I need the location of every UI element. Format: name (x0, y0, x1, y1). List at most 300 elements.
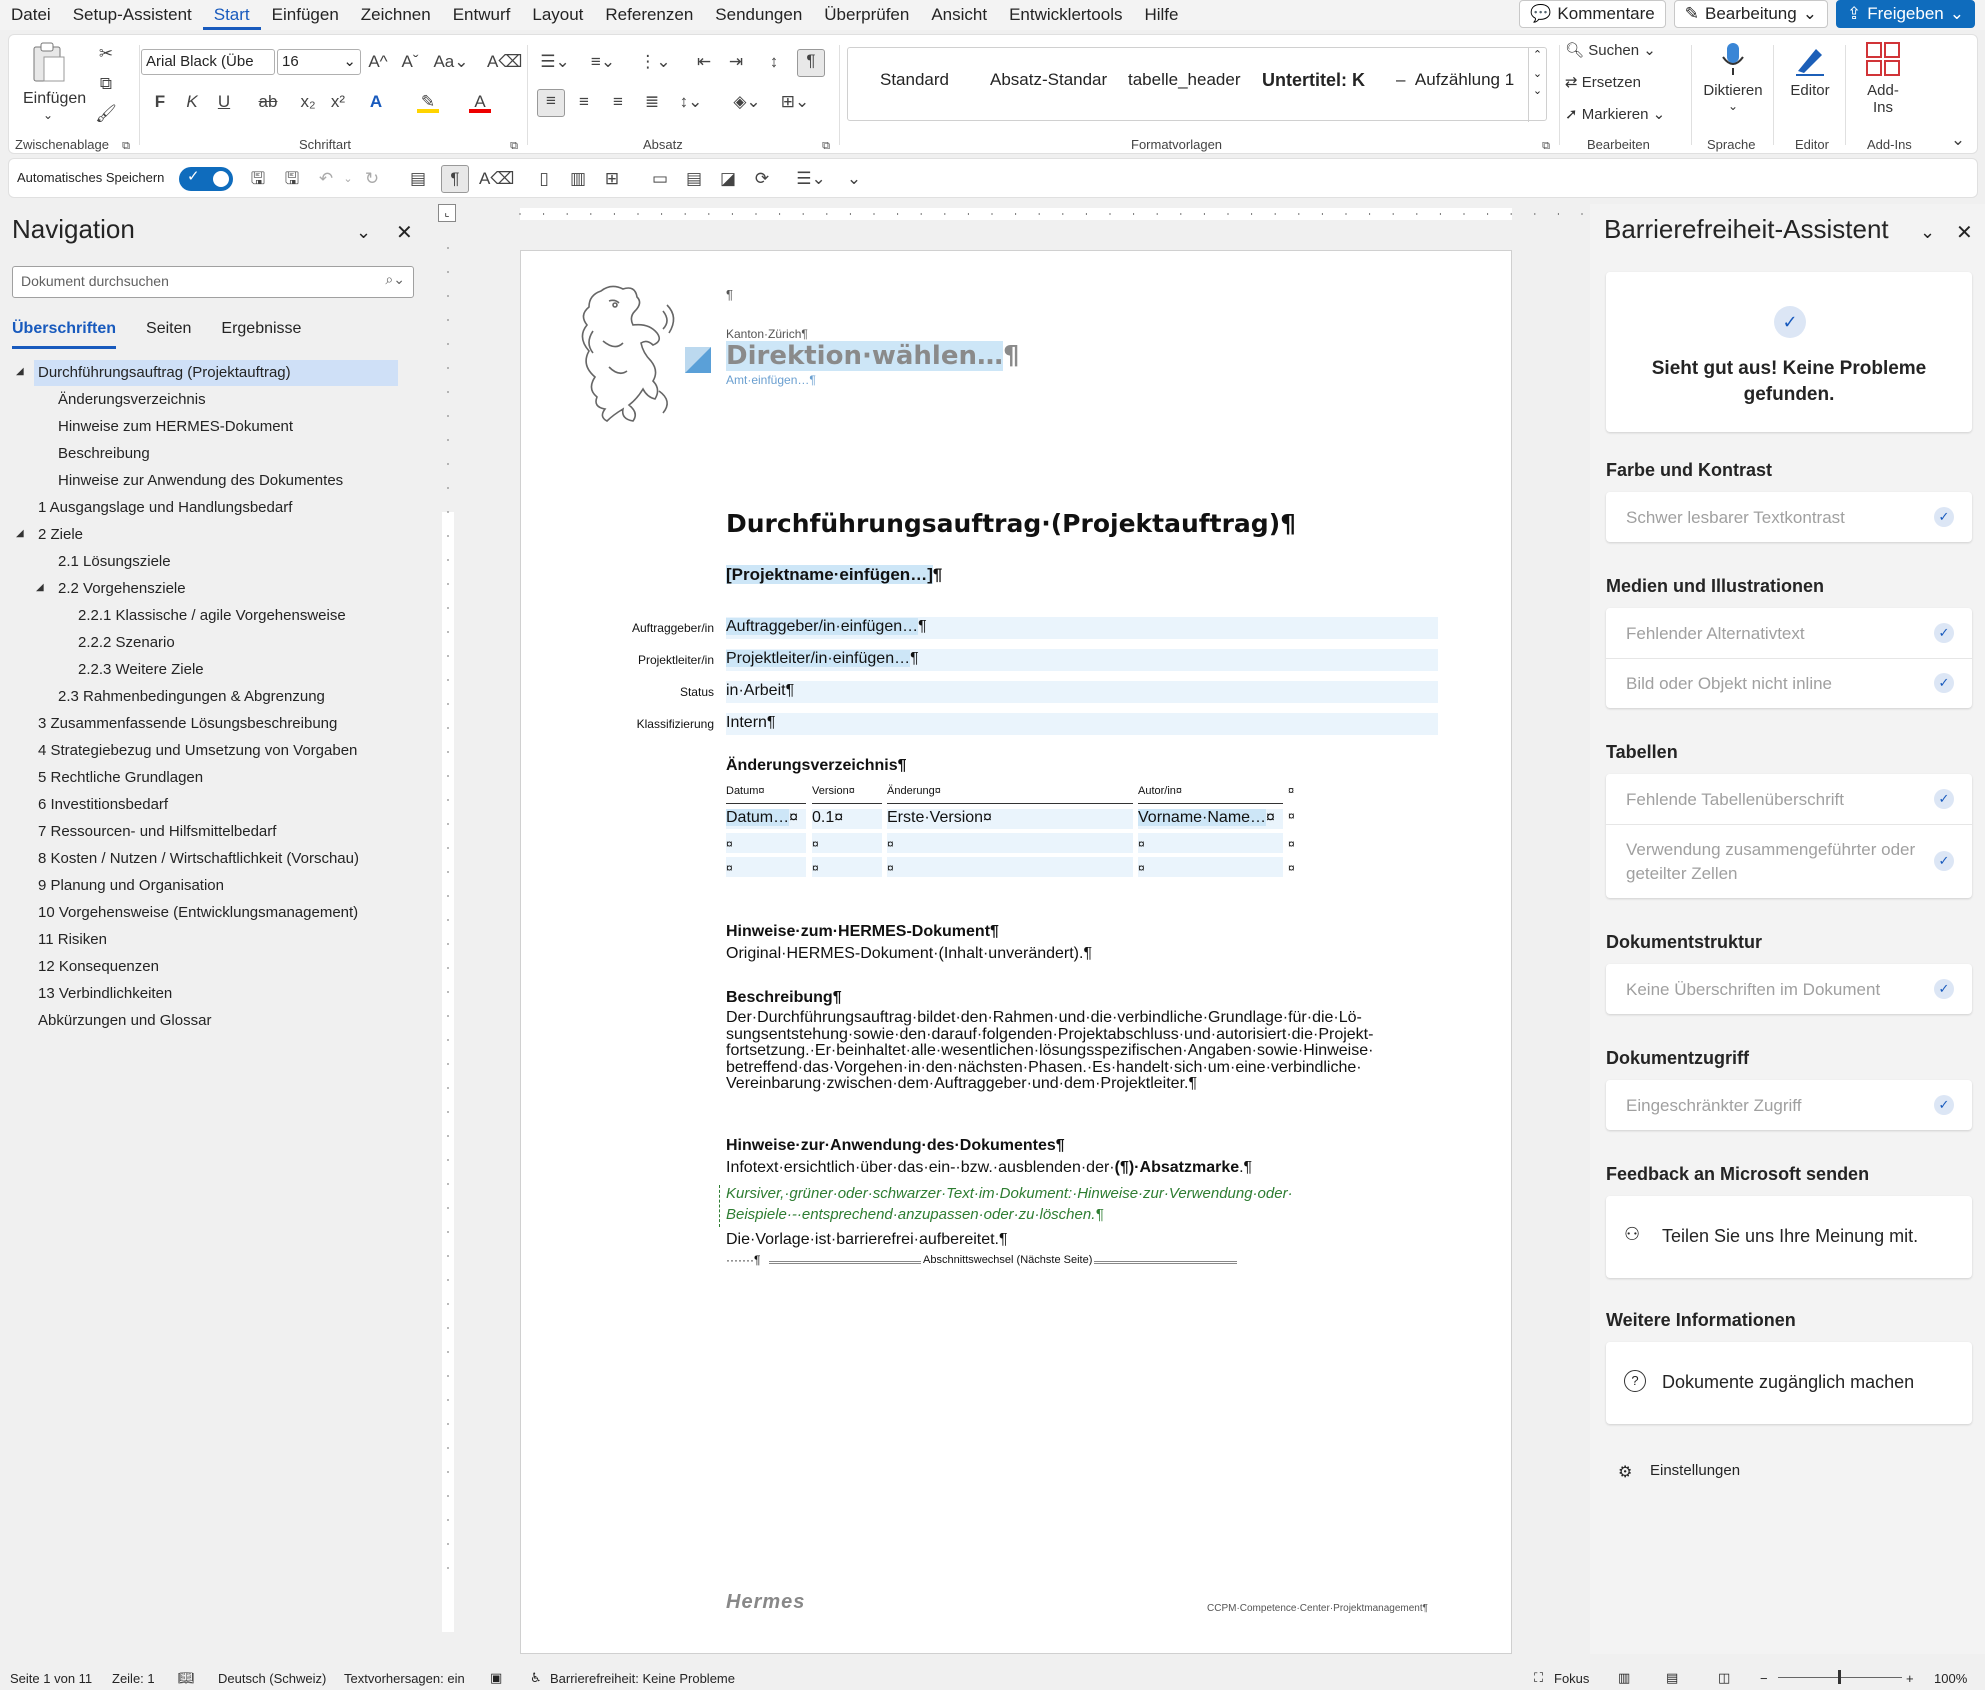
field-value[interactable] (726, 682, 794, 700)
nav-heading-item[interactable]: 6 Investitionsbedarf (38, 796, 169, 813)
tab-selector[interactable]: ⌞ (438, 204, 456, 222)
font-color-icon[interactable]: A (469, 91, 491, 113)
replace-icon: ⇄ (1565, 74, 1578, 91)
paste-button[interactable] (23, 41, 87, 122)
form-icon[interactable]: ▤ (685, 169, 703, 188)
table-header-cell: Autor/in¤ (1138, 785, 1183, 797)
menu-item[interactable]: Zeichnen (360, 5, 431, 24)
navigation-pane (0, 204, 432, 1654)
nav-heading-item[interactable]: 2.2 Vorgehensziele (58, 580, 186, 597)
accessibility-icon[interactable]: ♿︎ (530, 1670, 542, 1685)
usage-text-part: Infotext·ersichtlich·über·das·ein-·bzw.·ausblenden·der· (726, 1159, 1115, 1176)
quick-access-toolbar (8, 158, 1978, 198)
nav-heading-item[interactable]: 9 Planung und Organisation (38, 877, 224, 894)
table-cell-text: ¤ (1288, 809, 1295, 823)
change-case-icon[interactable]: Aa⌄ (433, 52, 469, 71)
divider (1606, 658, 1972, 659)
field-value-text: Intern¶ (726, 714, 776, 731)
collapse-triangle-icon[interactable]: ◢ (36, 582, 44, 593)
accessibility-check-card (1606, 608, 1972, 708)
share-icon: ⇪ (1846, 4, 1862, 23)
zoom-level[interactable]: 100% (1934, 1670, 1968, 1686)
clear-format-icon[interactable]: A⌫ (479, 169, 515, 188)
nav-heading-item[interactable]: 7 Ressourcen- und Hilfsmittelbedarf (38, 823, 277, 840)
list-icon[interactable]: ☰⌄ (796, 169, 826, 188)
editing-group-label: Bearbeiten (1587, 137, 1650, 152)
refresh-icon[interactable]: ⟳ (754, 169, 770, 188)
menu-item[interactable]: Sendungen (715, 5, 803, 24)
nav-heading-item[interactable]: 8 Kosten / Nutzen / Wirtschaftlichkeit (Vorschau) (38, 850, 359, 867)
menu-item[interactable]: Ansicht (931, 5, 988, 24)
menu-item[interactable]: Start (203, 0, 261, 30)
chevron-down-icon[interactable]: ⌄ (356, 222, 372, 242)
replace-button[interactable] (1565, 73, 1641, 91)
line-spacing-icon[interactable]: ↕⌄ (679, 92, 703, 111)
status-bar (0, 1666, 1985, 1690)
table-cell[interactable] (1288, 809, 1295, 823)
table-cell-mark[interactable]: ¤ (1288, 837, 1295, 851)
table-cell-mark[interactable]: ¤ (812, 837, 819, 851)
field-value[interactable] (726, 618, 927, 636)
style-label: tabelle_header (1128, 70, 1241, 89)
chevron-up-icon[interactable]: ⌃ (1532, 49, 1543, 61)
nav-heading-item[interactable]: 3 Zusammenfassende Lösungsbeschreibung (38, 715, 338, 732)
document-title: Durchführungsauftrag·(Projektauftrag)¶ (726, 509, 1297, 538)
accessibility-check-item[interactable]: Fehlender Alternativtext (1626, 624, 1805, 643)
nav-heading-item[interactable]: Abkürzungen und Glossar (38, 1012, 212, 1029)
nav-heading-item[interactable]: Hinweise zur Anwendung des Dokumentes (58, 472, 344, 489)
people-feedback-icon: ⚇ (1624, 1224, 1641, 1244)
collapse-triangle-icon[interactable]: ◢ (16, 528, 24, 539)
text-effects-icon[interactable]: A (369, 92, 383, 111)
addins-grid-icon (1865, 41, 1901, 77)
style-absatz-standard[interactable] (990, 70, 1107, 90)
chevron-down-icon[interactable]: ⌄ (1532, 68, 1543, 80)
collapse-ribbon-icon[interactable]: ⌄ (1950, 130, 1966, 149)
nav-search-input[interactable] (12, 266, 414, 298)
search-icon: 🔍︎ (1565, 42, 1585, 59)
language[interactable]: Deutsch (Schweiz) (218, 1670, 327, 1686)
superscript-icon[interactable]: x² (330, 92, 346, 111)
accessibility-section-heading: Farbe und Kontrast (1606, 460, 1773, 480)
text-predictions[interactable]: Textvorhersagen: ein (344, 1670, 465, 1686)
footer-text: CCPM·Competence·Center·Projektmanagement¶ (1207, 1603, 1429, 1614)
format-painter-icon[interactable]: 🖌 (95, 104, 117, 123)
status-card (1606, 272, 1972, 432)
focus-mode[interactable]: Fokus (1554, 1670, 1590, 1686)
sort-icon[interactable]: ↕ (769, 52, 779, 71)
zoom-slider-thumb[interactable] (1838, 1670, 1841, 1684)
tab-pages[interactable] (146, 320, 191, 349)
style-label: Aufzählung 1 (1414, 70, 1515, 89)
chevron-down-icon[interactable]: ⌄ (343, 173, 353, 185)
dialog-launcher-icon[interactable]: ⧉ (822, 140, 830, 152)
nav-heading-item[interactable]: 13 Verbindlichkeiten (38, 985, 173, 1002)
underline-button[interactable] (213, 91, 235, 113)
settings-link[interactable]: Einstellungen (1650, 1462, 1741, 1479)
dictate-button[interactable] (1701, 41, 1765, 113)
description-line: Der·Durchführungsauftrag·bildet·den·Rahmen·und·die·verbindliche·Grundlage·für·die·Lö- (726, 1009, 1362, 1026)
undo-icon[interactable]: ↶ (318, 169, 334, 188)
clipboard-group-label: Zwischenablage (15, 137, 109, 152)
customize-qat-icon[interactable]: ⌄ (846, 169, 862, 188)
divider (1559, 45, 1560, 145)
accessibility-check-item[interactable]: Verwendung zusammengeführter oder geteilter Zellen (1626, 840, 1916, 883)
columns-icon[interactable]: ▥ (569, 169, 587, 188)
tab-results[interactable] (221, 320, 301, 349)
table-cell-mark[interactable]: ¤ (1138, 861, 1145, 875)
accessibility-check-item[interactable]: Schwer lesbarer Textkontrast (1626, 508, 1845, 527)
nav-heading-item[interactable]: 5 Rechtliche Grundlagen (38, 769, 204, 786)
comment-icon: 💬 (1530, 4, 1552, 23)
changes-heading: Änderungsverzeichnis¶ (726, 757, 907, 774)
table-cell-bg (1138, 833, 1283, 853)
expand-styles-icon[interactable]: ⌄ (1532, 85, 1543, 97)
accessibility-check-card (1606, 1080, 1972, 1130)
nav-heading-item[interactable]: 2.2.1 Klassische / agile Vorgehensweise (78, 607, 346, 624)
multilevel-list-icon[interactable]: ⋮⌄ (639, 52, 671, 71)
decrease-indent-icon[interactable]: ⇤ (696, 52, 712, 71)
table-cell-bg (726, 833, 806, 853)
table-header-cell: Datum¤ (726, 785, 765, 797)
vertical-ruler[interactable] (438, 232, 460, 1652)
nav-heading-item[interactable]: 2.2.2 Szenario (78, 634, 175, 651)
menu-item[interactable]: Referenzen (605, 5, 694, 24)
table-cell-bg (887, 833, 1133, 853)
style-tabelle-header[interactable] (1128, 70, 1240, 90)
info-text-line: Kursiver,·grüner·oder·schwarzer·Text·im·Dokument:·Hinweise·zur·Verwendung·oder· (726, 1185, 1293, 1202)
font-name-combo[interactable] (141, 49, 275, 75)
clear-formatting-icon[interactable]: A⌫ (487, 52, 523, 71)
more-info-card[interactable] (1606, 1342, 1972, 1424)
style-label: Absatz-Standar (990, 70, 1108, 89)
web-layout-icon[interactable]: ◫ (1718, 1670, 1731, 1685)
replace-label: Ersetzen (1581, 74, 1641, 91)
accessibility-check-item[interactable]: Keine Überschriften im Dokument (1626, 980, 1881, 999)
numbering-icon[interactable]: ≡⌄ (590, 52, 616, 71)
share-button[interactable] (1836, 0, 1975, 28)
table-cell-bg (1138, 857, 1283, 877)
ribbon (8, 34, 1978, 154)
justify-icon[interactable]: ≣ (644, 92, 660, 111)
table-cell-text: 0.1¤ (812, 809, 844, 826)
increase-indent-icon[interactable]: ⇥ (728, 52, 744, 71)
pencil-icon: ✎ (1684, 4, 1699, 23)
accessibility-pane (1590, 204, 1985, 1654)
accessibility-check-item[interactable]: Eingeschränkter Zugriff (1626, 1096, 1802, 1115)
check-icon: ✓ (1934, 979, 1954, 999)
divider (527, 45, 528, 145)
accessibility-check-card (1606, 492, 1972, 542)
field-value[interactable] (726, 650, 919, 668)
align-center-icon[interactable]: ≡ (579, 92, 589, 111)
divider (1691, 45, 1692, 145)
page-icon[interactable]: ▤ (409, 169, 427, 188)
hermes-heading: Hinweise·zum·HERMES-Dokument¶ (726, 923, 999, 940)
collapse-triangle-icon[interactable]: ◢ (16, 366, 24, 377)
cursor-icon: ➚ (1565, 106, 1578, 123)
accessibility-check-card (1606, 774, 1972, 898)
nav-heading-item[interactable]: 2.3 Rahmenbedingungen & Abgrenzung (58, 688, 325, 705)
autosave-toggle[interactable] (179, 167, 233, 191)
table-cell[interactable] (812, 809, 843, 827)
autosave-label: Automatisches Speichern (17, 170, 165, 185)
accessibility-status[interactable]: Barrierefreiheit: Keine Probleme (550, 1670, 735, 1686)
table-cell-mark[interactable]: ¤ (1288, 861, 1295, 875)
shading-icon[interactable]: ◈⌄ (733, 92, 761, 111)
cut-icon[interactable]: ✂ (98, 44, 114, 63)
table-cell[interactable] (887, 809, 992, 827)
menu-item[interactable]: Layout (532, 5, 584, 24)
table-cell-text: Vorname·Name… (1138, 809, 1267, 826)
editing-label: Bearbeitung (1705, 4, 1797, 23)
table-header-cell: Version¤ (812, 785, 855, 797)
editor-button[interactable] (1785, 41, 1835, 99)
dialog-launcher-icon[interactable]: ⧉ (510, 140, 518, 152)
addins-label-line2: Ins (1872, 99, 1893, 116)
info-text-border (719, 1185, 720, 1227)
description-line: Vereinbarung·zwischen·dem·Auftraggeber·und·dem·Projektleiter.¶ (726, 1075, 1198, 1092)
microphone-icon (1720, 41, 1746, 77)
nav-heading-item[interactable]: 12 Konsequenzen (38, 958, 159, 975)
field-label: Status (679, 685, 714, 699)
accessibility-check-item[interactable]: Fehlende Tabellenüberschrift (1626, 790, 1844, 809)
hermes-text: Original·HERMES-Dokument·(Inhalt·unverändert).¶ (726, 945, 1093, 962)
chevron-down-icon: ⌄ (1949, 4, 1964, 23)
chart-icon[interactable]: ◪ (719, 169, 737, 188)
menu-item[interactable]: Hilfe (1144, 5, 1179, 24)
amt-field[interactable]: Amt·einfügen…¶ (726, 373, 816, 387)
divider (839, 45, 840, 145)
menu-item[interactable]: Einfügen (271, 5, 339, 24)
table-cell-mark[interactable]: ¤ (887, 837, 894, 851)
chevron-down-icon: ⌄ (42, 108, 54, 122)
save-icon[interactable]: 🖫 (250, 169, 266, 188)
font-size-value: 16 (282, 53, 299, 70)
table-cell-mark[interactable]: ¤ (887, 861, 894, 875)
grow-font-icon[interactable]: A^ (368, 52, 388, 71)
table-cell-mark[interactable]: ¤ (812, 861, 819, 875)
feedback-heading: Feedback an Microsoft senden (1606, 1164, 1870, 1184)
dialog-launcher-icon[interactable]: ⧉ (1542, 140, 1550, 152)
dictate-label: Diktieren (1703, 82, 1763, 99)
description-line: betreffend·das·Vorgehen·in·den·nächsten·Phasen.·Es·handelt·sich·um·eine·verbindliche· (726, 1058, 1362, 1076)
check-icon: ✓ (1934, 623, 1954, 643)
search-icon[interactable]: ⌕⌄ (385, 271, 405, 287)
table-cell-mark[interactable]: ¤ (1138, 837, 1145, 851)
pilcrow-mark: ¶ (910, 650, 919, 667)
menu-item[interactable]: Entwurf (452, 5, 511, 24)
bullets-icon[interactable]: ☰⌄ (540, 52, 570, 71)
nav-heading-item[interactable]: 10 Vorgehensweise (Entwicklungsmanagement) (38, 904, 359, 921)
zoom-in-icon[interactable]: + (1906, 1670, 1914, 1686)
zoom-slider[interactable] (1778, 1677, 1902, 1678)
font-group-label: Schriftart (299, 137, 352, 152)
field-background (726, 713, 1438, 735)
table-cell-mark[interactable]: ¤ (726, 861, 733, 875)
divider (1773, 45, 1774, 145)
menu-items (0, 0, 1189, 30)
nav-heading-item[interactable]: 1 Ausgangslage und Handlungsbedarf (38, 499, 293, 516)
nav-heading-item[interactable]: Beschreibung (58, 445, 150, 462)
direction-field[interactable] (726, 341, 1020, 371)
menu-item[interactable]: Entwicklertools (1009, 5, 1123, 24)
nav-tabs (12, 320, 301, 349)
field-label: Klassifizierung (636, 717, 714, 731)
line-number[interactable]: Zeile: 1 (112, 1670, 155, 1686)
search-button[interactable] (1565, 41, 1656, 59)
page-layout-icon[interactable]: ▯ (539, 169, 549, 188)
paragraph-group-label: Absatz (643, 137, 683, 152)
nav-heading-item[interactable]: 11 Risiken (38, 931, 107, 948)
table-cell-bg (726, 857, 806, 877)
field-background (726, 681, 1438, 703)
tab-headings[interactable] (12, 320, 116, 349)
pilcrow-mark: ¶ (918, 618, 927, 635)
styles-scroll[interactable] (1528, 48, 1546, 122)
check-icon: ✓ (1934, 673, 1954, 693)
chevron-down-icon[interactable]: ⌄ (1920, 222, 1936, 242)
styles-group-label: Formatvorlagen (1131, 137, 1223, 152)
check-icon: ✓ (1934, 789, 1954, 809)
dialog-launcher-icon[interactable]: ⧉ (122, 140, 130, 152)
info-text-line: Beispiele·-·entsprechend·anzupassen·oder·zu·löschen.¶ (726, 1206, 1104, 1223)
pilcrow-mark: ¶ (1002, 341, 1020, 371)
nav-heading-item[interactable]: 2 Ziele (38, 526, 84, 543)
align-left-icon[interactable]: ≡ (537, 89, 565, 117)
show-formatting-marks-icon[interactable]: ¶ (797, 49, 825, 77)
section-break-label: Abschnittswechsel (Nächste Seite) (923, 1254, 1093, 1266)
zoom-out-icon[interactable]: − (1760, 1670, 1768, 1686)
table-cell-bg (812, 833, 882, 853)
italic-label: K (186, 92, 198, 111)
table-header-cell: ¤ (1288, 785, 1295, 797)
subscript-icon[interactable]: x₂ (300, 92, 316, 111)
style-aufzaehlung[interactable] (1396, 70, 1514, 90)
accessibility-section-heading: Medien und Illustrationen (1606, 576, 1825, 596)
menu-item[interactable]: Datei (11, 5, 51, 24)
font-size-combo[interactable] (277, 49, 361, 75)
tab-label: Überschriften (12, 320, 117, 337)
redo-icon[interactable]: ↻ (364, 169, 380, 188)
editing-mode-button[interactable] (1674, 0, 1828, 28)
track-icon[interactable]: ▣ (490, 1670, 503, 1685)
menu-item[interactable]: Überprüfen (824, 5, 910, 24)
italic-button[interactable] (181, 91, 203, 113)
more-info-heading: Weitere Informationen (1606, 1310, 1796, 1330)
divider (1845, 45, 1846, 145)
table-header-rule (887, 803, 1133, 804)
nav-heading-item[interactable]: 2.2.3 Weitere Ziele (78, 661, 204, 678)
barrier-free-text: Die·Vorlage·ist·barrierefrei·aufbereitet.¶ (726, 1231, 1008, 1248)
usage-text-part: .¶ (1239, 1159, 1253, 1176)
save-as-icon[interactable]: 🖫 (284, 169, 300, 188)
table-cell-text: Datum… (726, 809, 790, 826)
nav-heading-item[interactable]: 2.1 Lösungsziele (58, 553, 171, 570)
horizontal-ruler[interactable] (448, 204, 1590, 224)
check-icon: ✓ (1934, 1095, 1954, 1115)
accessibility-section-heading: Tabellen (1606, 742, 1678, 762)
direction-placeholder: Direktion·wählen… (726, 341, 1003, 371)
bold-button[interactable] (149, 91, 171, 113)
kanton-zurich-lion-logo (563, 281, 681, 425)
feedback-card[interactable] (1606, 1196, 1972, 1278)
addins-group-label: Add-Ins (1867, 137, 1912, 152)
status-message: Sieht gut aus! Keine Probleme gefunden. (1651, 358, 1927, 405)
table-cell-text: Erste·Version¤ (887, 809, 992, 826)
print-layout-icon[interactable]: ▤ (1666, 1670, 1679, 1685)
read-mode-icon[interactable]: ▥ (1618, 1670, 1631, 1685)
highlight-icon[interactable]: ✎ (417, 91, 439, 113)
voice-group-label: Sprache (1707, 137, 1756, 152)
project-name-field[interactable] (726, 565, 942, 585)
font-name-value: Arial Black (Übe (146, 53, 254, 70)
style-untertitel[interactable] (1262, 70, 1365, 91)
top-right-buttons (1519, 0, 1975, 28)
addins-button[interactable] (1857, 41, 1909, 116)
editor-label: Editor (1790, 82, 1830, 99)
style-standard[interactable] (880, 70, 949, 90)
close-icon[interactable]: ✕ (1956, 222, 1973, 244)
bold-label: F (154, 92, 166, 111)
chevron-down-icon: ⌄ (1727, 99, 1739, 113)
strikethrough-icon[interactable]: ab (258, 92, 278, 111)
paste-icon (28, 41, 68, 85)
table-header-cell: Änderung¤ (887, 785, 941, 797)
editor-pen-icon (1792, 41, 1828, 77)
style-label: Standard (880, 70, 949, 89)
table-cell-mark[interactable]: ¤ (726, 837, 733, 851)
table-cell-bg (812, 857, 882, 877)
nav-heading-item[interactable]: Änderungsverzeichnis (58, 391, 206, 408)
select-label: Markieren (1581, 106, 1649, 123)
nav-heading-item[interactable]: 4 Strategiebezug und Umsetzung von Vorgaben (38, 742, 358, 759)
table-cell[interactable] (1138, 809, 1275, 827)
select-button[interactable] (1565, 105, 1665, 123)
usage-heading: Hinweise·zur·Anwendung·des·Dokumentes¶ (726, 1137, 1065, 1154)
shrink-font-icon[interactable]: Aˇ (401, 52, 419, 71)
nav-heading-item[interactable]: Durchführungsauftrag (Projektauftrag) (34, 360, 398, 386)
borders-icon[interactable]: ⊞⌄ (780, 92, 810, 111)
table-header-rule (1138, 803, 1283, 804)
check-icon: ✓ (1934, 851, 1954, 871)
copy-icon[interactable]: ⧉ (99, 74, 113, 93)
formatting-marks-icon[interactable]: ¶ (441, 165, 469, 193)
table-icon[interactable]: ⊞ (604, 169, 620, 188)
gear-icon[interactable]: ⚙ (1618, 1464, 1633, 1481)
table-cell[interactable] (726, 809, 798, 827)
comments-button[interactable] (1519, 0, 1666, 28)
menu-item[interactable]: Setup-Assistent (72, 5, 192, 24)
align-right-icon[interactable]: ≡ (613, 92, 623, 111)
chevron-down-icon: ⌄ (1652, 106, 1666, 123)
field-value[interactable] (726, 714, 776, 732)
nav-heading-item[interactable]: Hinweise zum HERMES-Dokument (58, 418, 294, 435)
focus-icon[interactable]: ⛶ (1534, 1670, 1544, 1685)
section-break-dots: ·······¶ (726, 1253, 761, 1267)
description-line: fortsetzung.·Er·beinhaltet·alle·wesentlichen·lösungsspezifischen·Angaben·sowie·Hinweise· (726, 1042, 1374, 1059)
chevron-down-icon: ⌄ (343, 53, 356, 70)
text-field-icon[interactable]: ▭ (651, 169, 669, 188)
document-page[interactable] (520, 250, 1512, 1654)
accessibility-check-item[interactable]: Bild oder Objekt nicht inline (1626, 674, 1833, 693)
proofing-icon[interactable]: 📖︎ (178, 1670, 195, 1685)
close-icon[interactable]: ✕ (396, 222, 413, 244)
share-label: Freigeben (1867, 4, 1944, 23)
description-line: sungsentstehung·sowie·den·darauf·folgenden·Projektabschluss·und·autorisiert·die·Projekt- (726, 1025, 1374, 1043)
pilcrow-mark: ¶ (726, 287, 733, 302)
page-count[interactable]: Seite 1 von 11 (10, 1670, 93, 1686)
